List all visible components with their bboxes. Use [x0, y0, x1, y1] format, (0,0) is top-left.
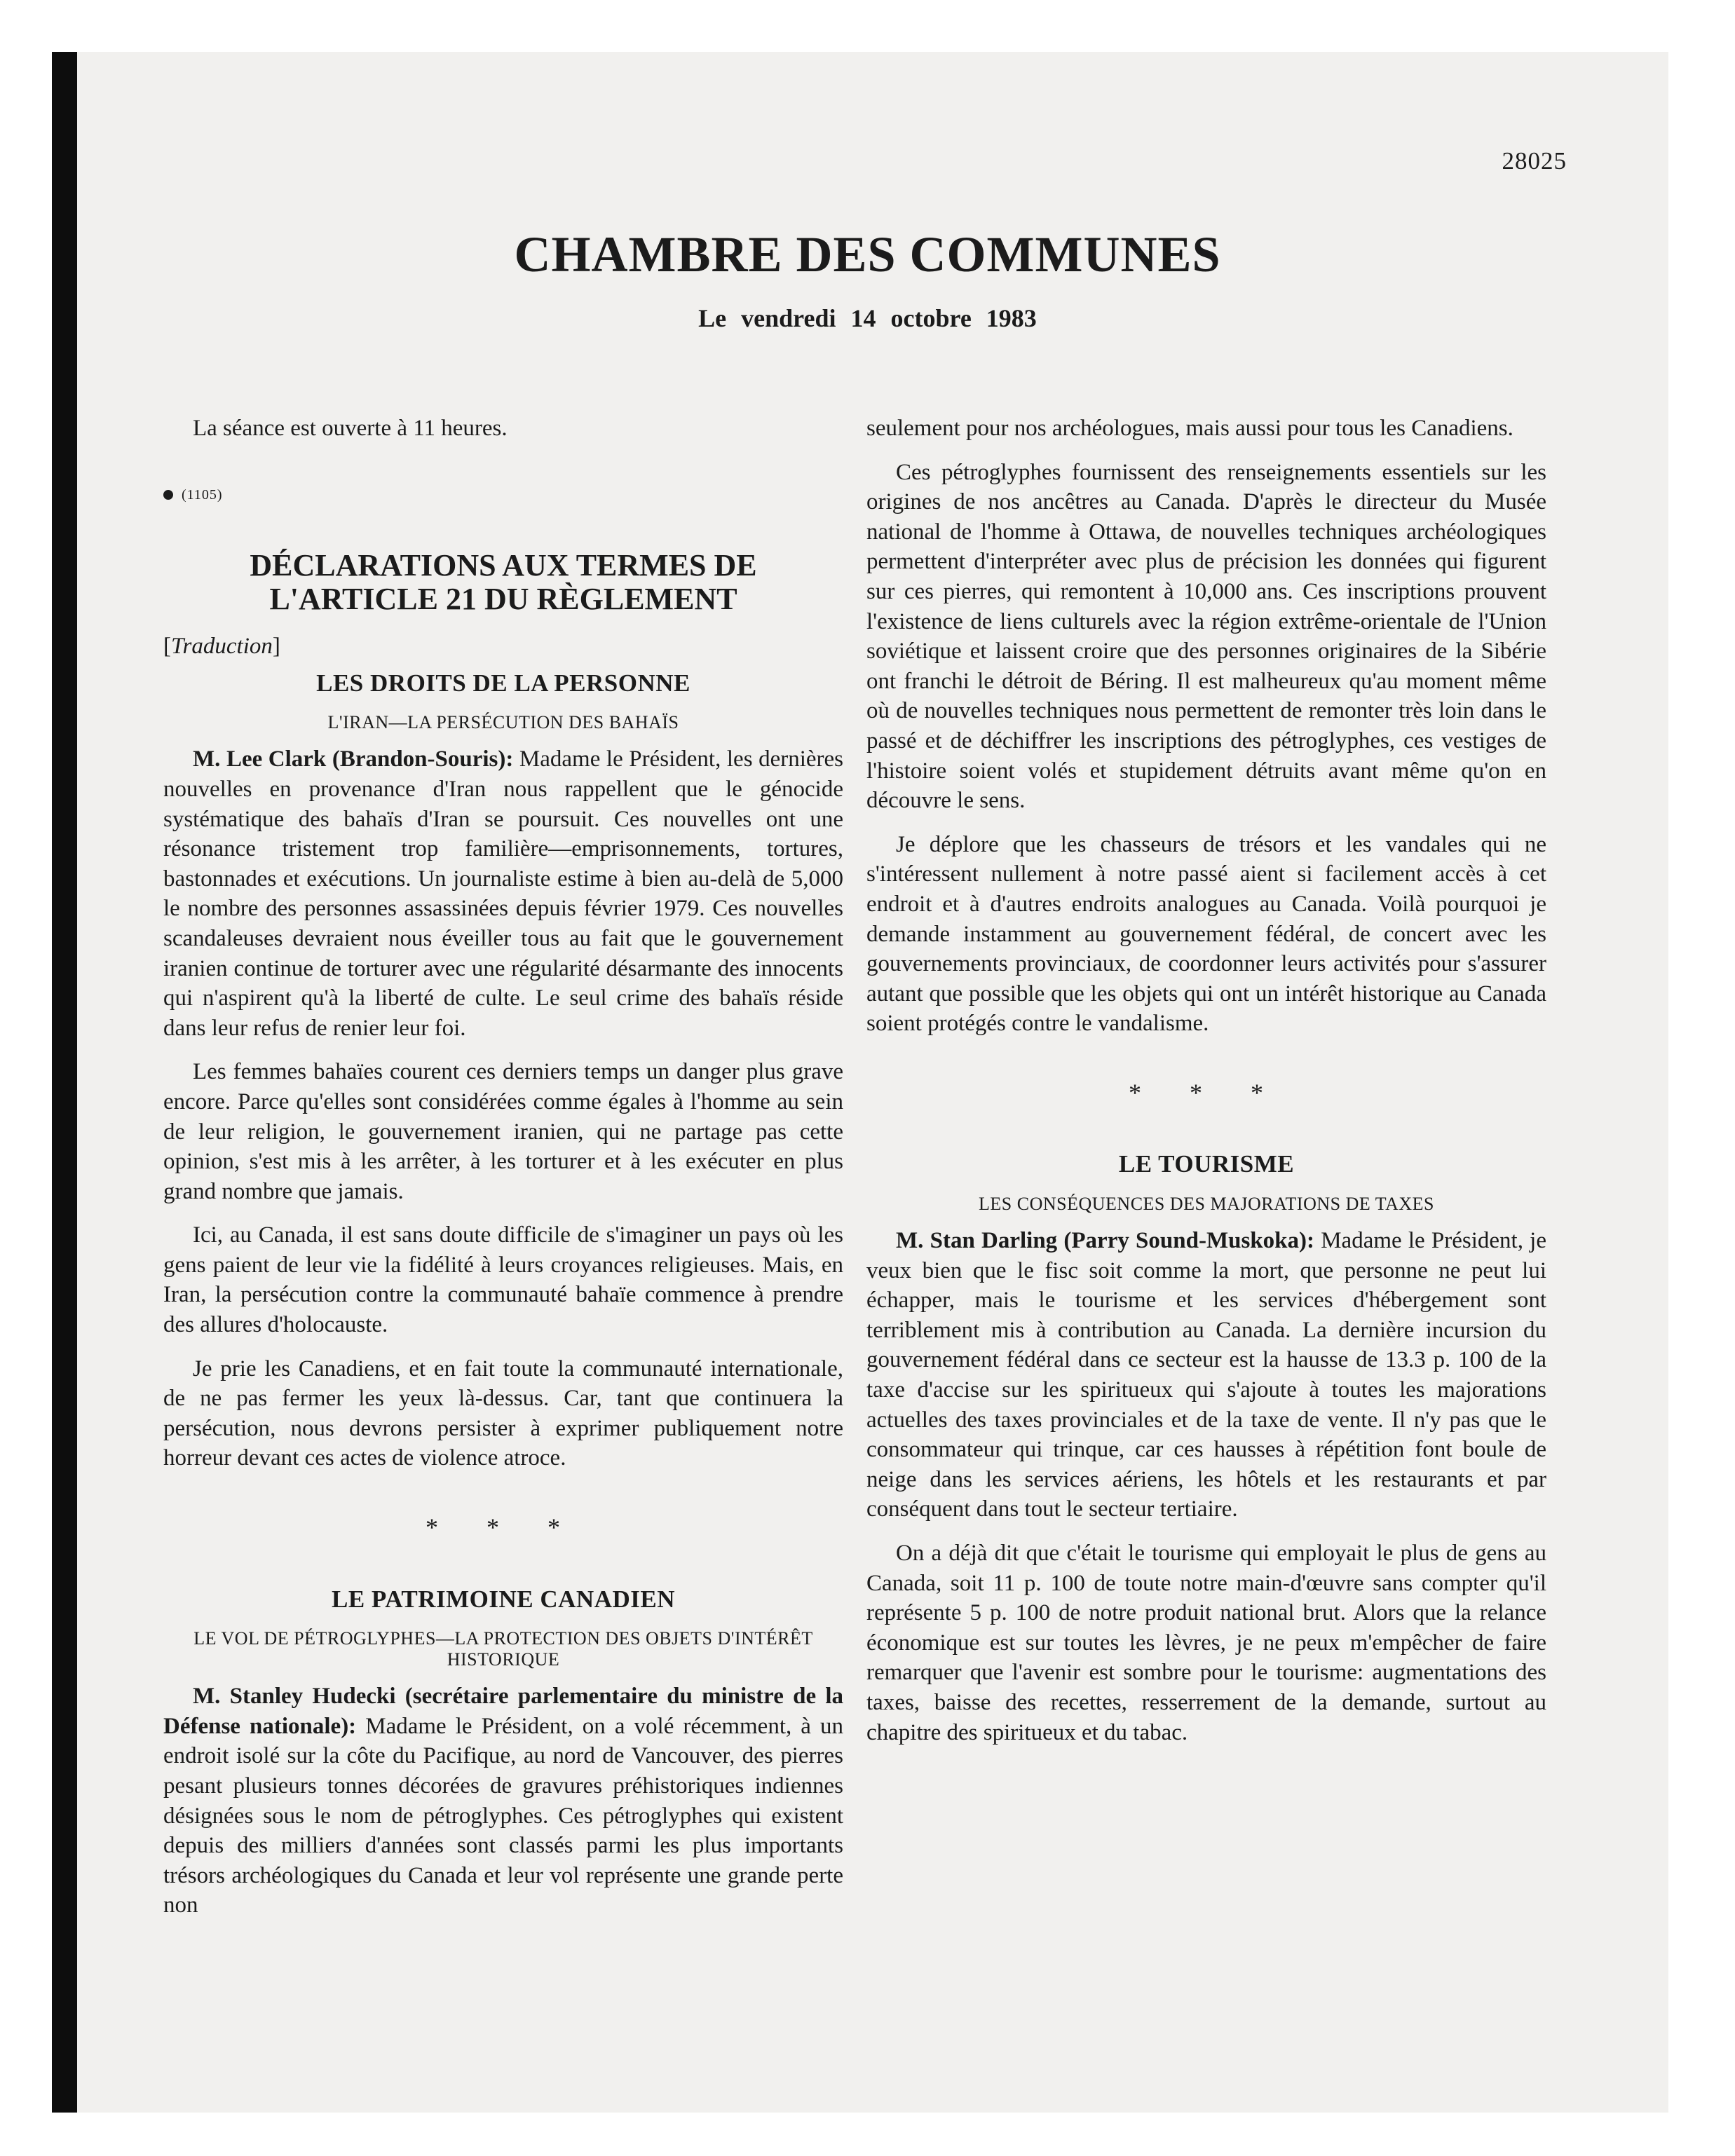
paragraph-text: Madame le Président, on a volé récemment, à un endroit isolé sur la côte du Pacifique, au nord de Vancouver, des pierres pesant plusieurs tonnes décorées de gravures préhistoriques indiennes désignées sous le nom de pétroglyphes. Ces pétroglyphes qui existent depuis des milliers d'années sont classés parmi les plus importants trésors archéologiques du Canada et leur vol représente une grande perte non — [163, 1713, 843, 1918]
speaker-name: M. Lee Clark (Brandon-Souris): — [193, 746, 514, 772]
subheading-petroglyphs: LE VOL DE PÉTROGLYPHES—LA PROTECTION DES OBJETS D'INTÉRÊT HISTORIQUE — [193, 1628, 813, 1670]
section-heading-heritage: LE PATRIMOINE CANADIEN — [331, 1585, 675, 1613]
opening-line: La séance est ouverte à 11 heures. — [193, 416, 508, 441]
section-separator: * * * — [1129, 1078, 1284, 1107]
speaker-name: M. Stanley Hudecki (secrétaire parlementaire du ministre de la Défense nationale): — [163, 1684, 843, 1739]
speaker-name: M. Stan Darling (Parry Sound-Muskoka): — [896, 1228, 1314, 1254]
section-separator: * * * — [426, 1513, 581, 1542]
subheading-taxes: LES CONSÉQUENCES DES MAJORATIONS DE TAXES — [979, 1194, 1434, 1215]
main-heading — [163, 549, 843, 616]
translation-label: Traduction — [171, 634, 273, 660]
scan-edge — [52, 52, 77, 2113]
page-number: 28025 — [1502, 147, 1567, 175]
paragraph: Les femmes bahaïes courent ces derniers temps un danger plus grave encore. Parce qu'elles sont considérées comme égales à l'homme au sein de leur religion, le gouvernement iranien, qui ne partage pas cette opinion, s'est mis à les arrêter, à les torturer et à les exécuter en plus grand nombre que jamais. — [163, 1059, 843, 1204]
time-marker — [163, 480, 843, 510]
paragraph — [163, 744, 843, 1043]
paragraph: Je déplore que les chasseurs de trésors et les vandales qui ne s'intéressent nullement à notre passé aient si facilement accès à cet endroit et à d'autres endroits analogues au Canada. Voilà pourquoi je demande instamment au gouvernement fédéral, de concert avec les gouvernements provinciaux, de coordonner leurs activités pour s'assurer autant que possible que les objets qui ont un intérêt historique au Canada soient protégés contre le vandalisme. — [866, 831, 1546, 1037]
time-marker-text: (1105) — [182, 486, 223, 503]
main-heading-line1: DÉCLARATIONS AUX TERMES DE — [250, 548, 757, 583]
main-heading-line2: L'ARTICLE 21 DU RÈGLEMENT — [269, 582, 737, 617]
page-title: CHAMBRE DES COMMUNES — [514, 226, 1221, 282]
right-column — [866, 414, 1546, 1761]
left-column — [163, 414, 843, 1935]
paragraph — [163, 1681, 843, 1920]
paragraph-text: Madame le Président, je veux bien que le fisc soit comme la mort, que personne ne peut lui échapper, mais le tourisme et les services d'hébergement sont terriblement mis à contribution au Canada. La dernière incursion du gouvernement fédéral dans ce secteur est la hausse de 13.3 p. 100 de la taxe d'accise sur les spiritueux qui s'ajoute à toutes les majorations actuelles des taxes provinciales et de la taxe de vente. Il n'y pas que le consommateur qui trinque, car ces hausses à répétition font boule de neige dans les services aériens, les hôtels et les restaurants et par conséquent dans tout le secteur tertiaire. — [866, 1228, 1546, 1522]
section-heading-tourism: LE TOURISME — [1118, 1150, 1295, 1178]
paragraph-continued: seulement pour nos archéologues, mais aussi pour tous les Canadiens. — [866, 416, 1513, 441]
paragraph: Je prie les Canadiens, et en fait toute la communauté internationale, de ne pas fermer les yeux là-dessus. Car, tant que continuera la persécution, nous devrons persister à exprimer publiquement notre horreur devant ces actes de violence atroce. — [163, 1356, 843, 1471]
sitting-date: Le vendredi 14 octobre 1983 — [698, 304, 1037, 332]
paragraph-text: Madame le Président, les dernières nouvelles en provenance d'Iran nous rappellent que le génocide systématique des bahaïs d'Iran se poursuit. Ces nouvelles ont une résonance tristement trop familière—emprisonnements, tortures, bastonnades et exécutions. Un journaliste estime à bien au-delà de 5,000 le nombre des personnes assassinées depuis février 1979. Ces nouvelles scandaleuses devraient nous éveiller tous au fait que le gouvernement iranien continue de torturer avec une régularité désarmante des innocents qui n'aspirent qu'à la liberté de culte. Le seul crime des bahaïs réside dans leur refus de renier leur foi. — [163, 746, 844, 1041]
paragraph — [866, 1226, 1546, 1524]
paragraph: Ici, au Canada, il est sans doute difficile de s'imaginer un pays où les gens paient de leur vie la fidélité à leurs croyances religieuses. Mais, en Iran, la persécution contre la communauté bahaïe commence à prendre des allures d'holocauste. — [163, 1222, 843, 1338]
subheading-iran: L'IRAN—LA PERSÉCUTION DES BAHAÏS — [327, 712, 679, 733]
paragraph: On a déjà dit que c'était le tourisme qui employait le plus de gens au Canada, soit 11 p. 100 de toute notre main-d'œuvre sans compter qu'il représente 5 p. 100 de notre produit national brut. Alors que la relance économique est sur toutes les lèvres, je ne peux m'empêcher de faire remarquer que l'avenir est sombre pour le tourisme: augmentations des taxes, baisse des recettes, resserrement de la demande, surtout au chapitre des spiritueux et du tabac. — [866, 1541, 1546, 1745]
translation-note: [Traduction] — [163, 634, 280, 660]
bullet-icon — [163, 490, 173, 500]
paragraph: Ces pétroglyphes fournissent des renseignements essentiels sur les origines de nos ancêtres au Canada. D'après le directeur du Musée national de l'homme à Ottawa, de nouvelles techniques archéologiques permettent d'interpréter avec plus de précision les données qui figurent sur ces pierres, qui remontent à 10,000 ans. Ces inscriptions prouvent l'existence de liens culturels avec la région extrême-orientale de l'Union soviétique et laissent croire que des personnes originaires de la Sibérie ont franchi le détroit de Béring. Il est malheureux qu'au moment même où de nouvelles techniques nous permettent de remonter très loin dans le passé et de déchiffrer les inscriptions des pétroglyphes, ces vestiges de l'histoire soient volés et stupidement détruits avant même qu'on en découvre le sens. — [866, 459, 1546, 814]
section-heading-rights: LES DROITS DE LA PERSONNE — [316, 669, 690, 697]
